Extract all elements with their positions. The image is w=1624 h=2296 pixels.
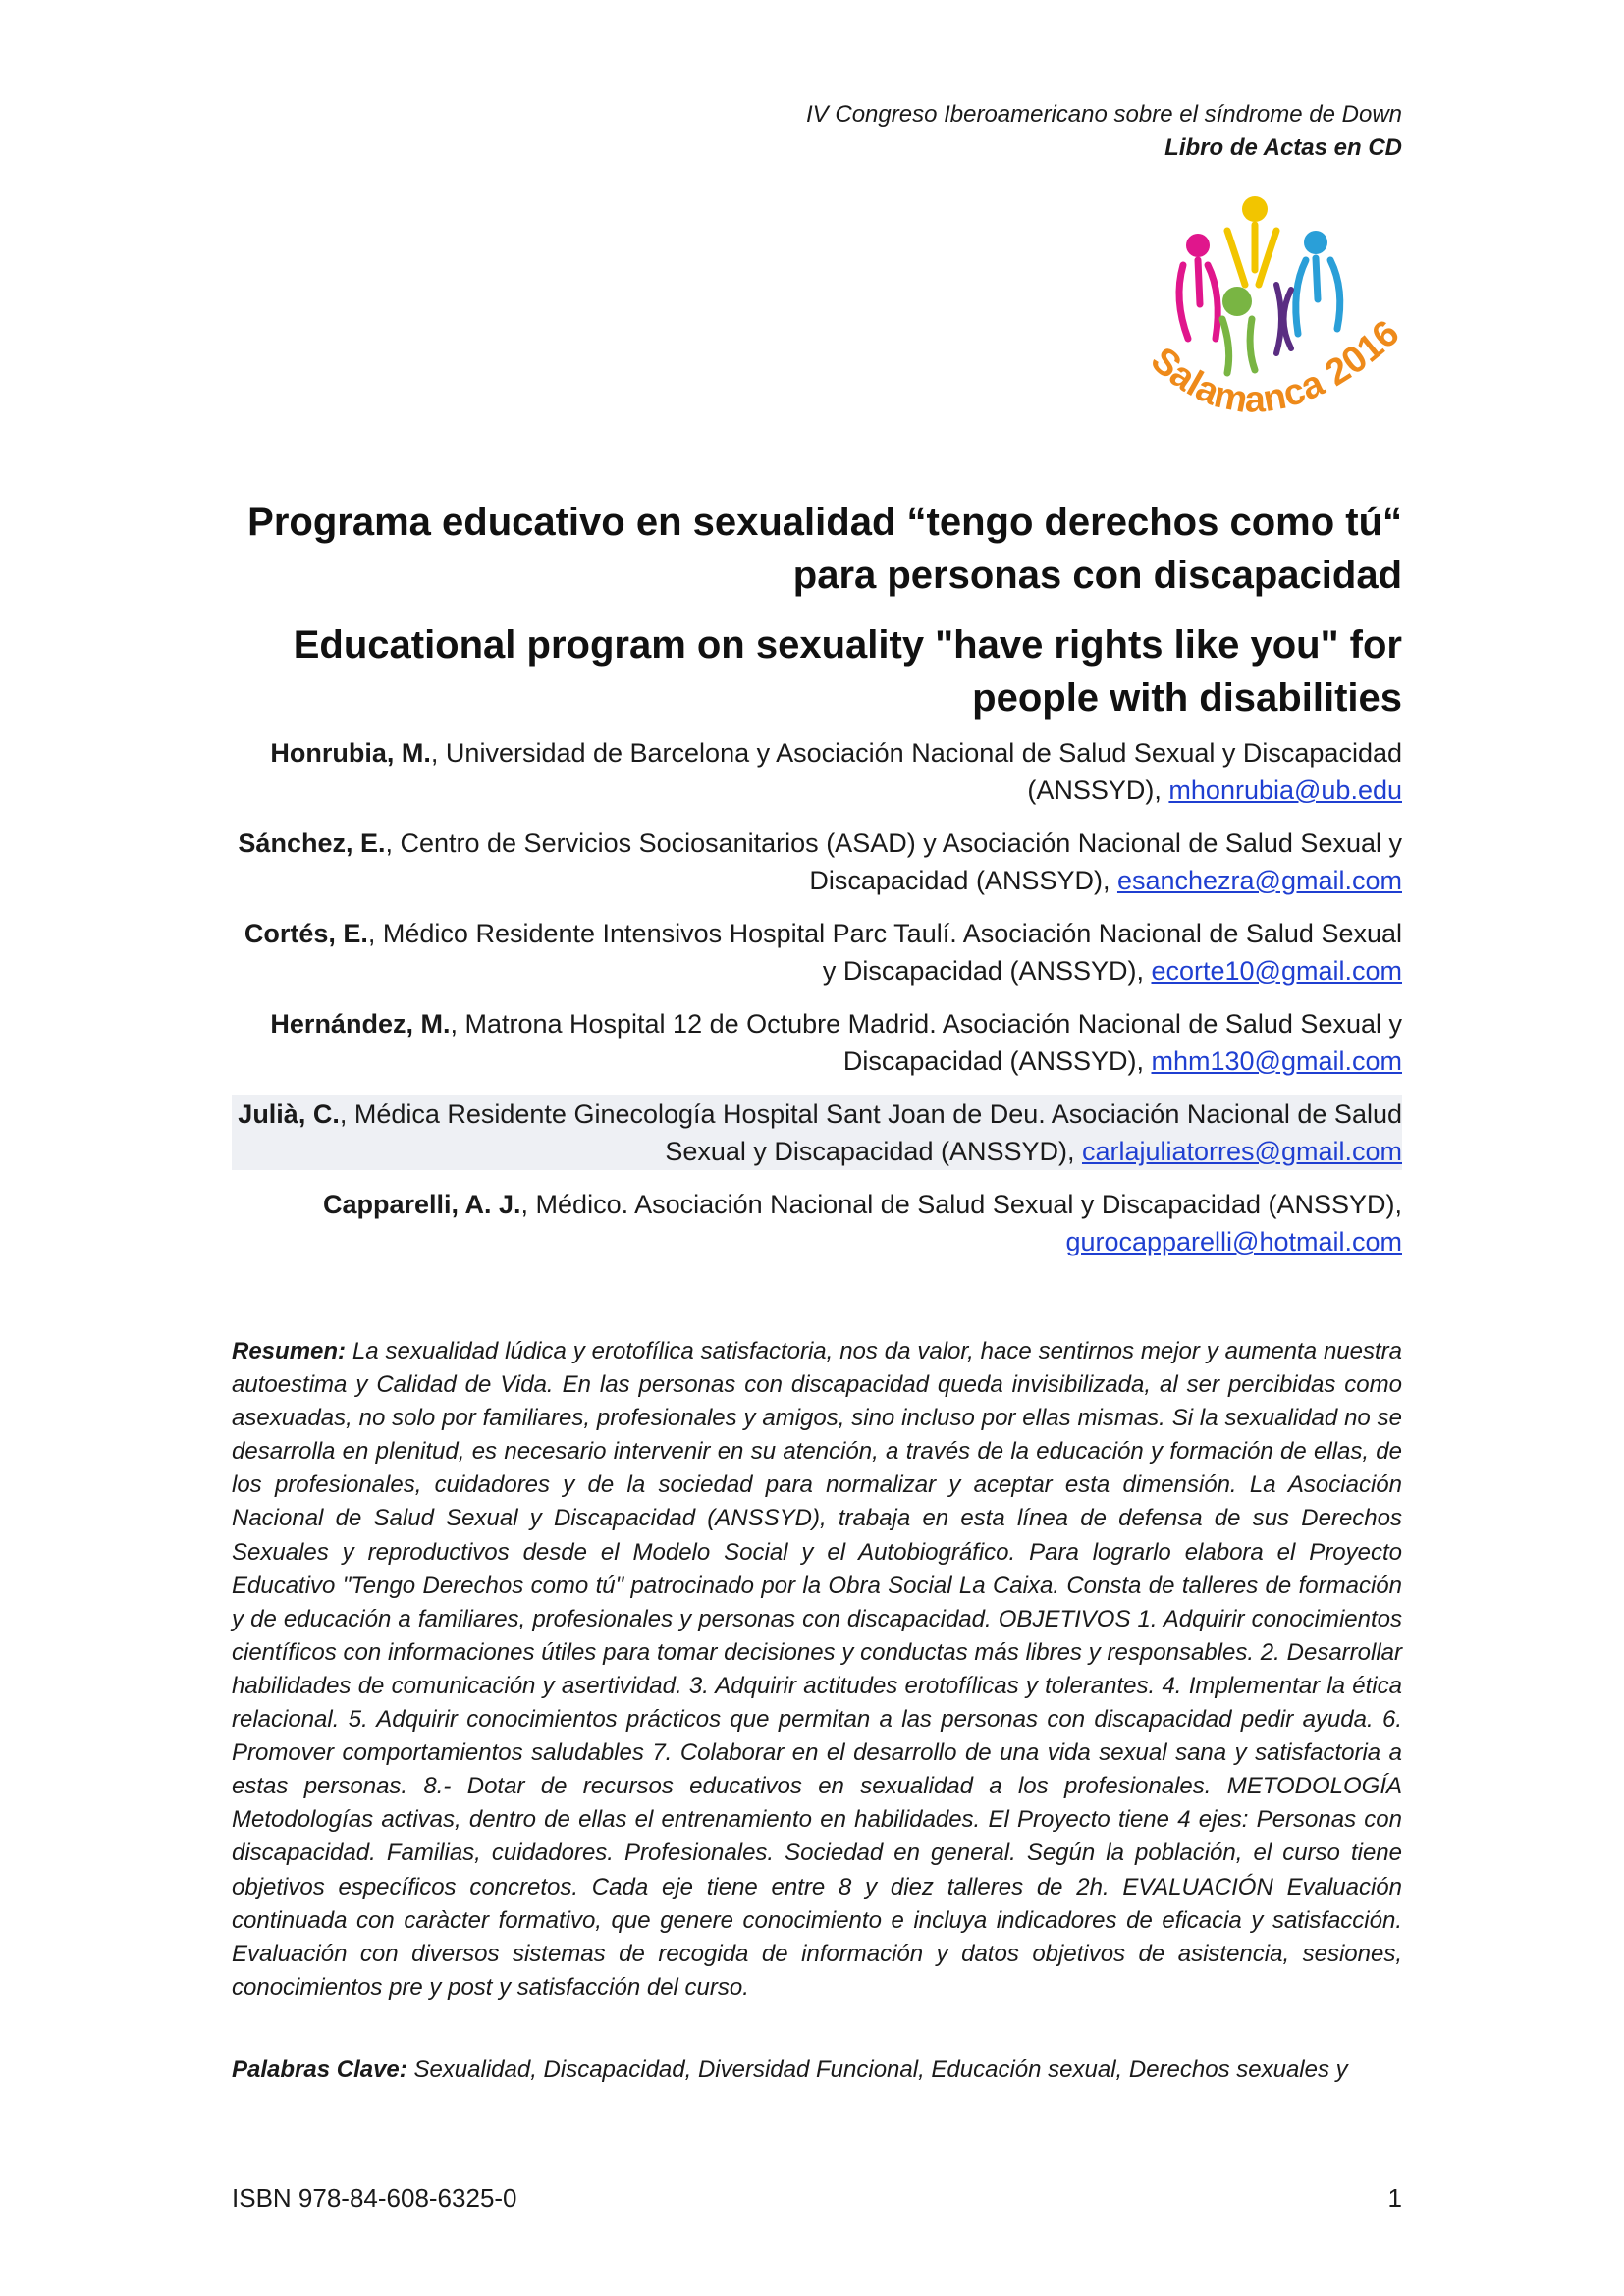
running-header bbox=[806, 98, 1402, 165]
author-entry bbox=[232, 915, 1402, 989]
header-congress: IV Congreso Iberoamericano sobre el síndrome de Down bbox=[806, 101, 1402, 128]
abstract bbox=[232, 1335, 1402, 2004]
keywords-label: Palabras Clave: bbox=[232, 2056, 407, 2083]
author-entry-highlighted bbox=[232, 1095, 1402, 1170]
logo-text: Salamanca 2016 bbox=[1142, 312, 1408, 422]
title-block bbox=[232, 496, 1402, 724]
keywords-text: Sexualidad, Discapacidad, Diversidad Funcional, Educación sexual, Derechos sexuales y bbox=[406, 2056, 1348, 2083]
author-affiliation: , Médico. Asociación Nacional de Salud Sexual y Discapacidad (ANSSYD), bbox=[520, 1190, 1402, 1219]
author-email-link[interactable]: esanchezra@gmail.com bbox=[1116, 866, 1402, 895]
author-name: Cortés, E. bbox=[244, 919, 368, 948]
author-name: Capparelli, A. J. bbox=[322, 1190, 521, 1219]
author-email-link[interactable]: mhm130@gmail.com bbox=[1151, 1046, 1402, 1076]
author-entry bbox=[232, 1186, 1402, 1260]
author-name: Sánchez, E. bbox=[238, 828, 386, 858]
author-affiliation: , Universidad de Barcelona y Asociación Nacional de Salud Sexual y Discapacidad (ANSSYD), bbox=[430, 738, 1402, 805]
author-email-link[interactable]: mhonrubia@ub.edu bbox=[1168, 775, 1402, 805]
author-affiliation: , Centro de Servicios Sociosanitarios (ASAD) y Asociación Nacional de Salud Sexual y Discapacidad (ANSSYD), bbox=[385, 828, 1402, 895]
salamanca-2016-logo bbox=[1129, 191, 1414, 466]
title-english: Educational program on sexuality "have rights like you" for people with disabilities bbox=[293, 623, 1402, 720]
author-affiliation: , Matrona Hospital 12 de Octubre Madrid. Asociación Nacional de Salud Sexual y Discapacidad (ANSSYD), bbox=[450, 1009, 1402, 1076]
abstract-label: Resumen: bbox=[232, 1338, 347, 1364]
title-spanish: Programa educativo en sexualidad “tengo derechos como tú“ para personas con discapacidad bbox=[247, 501, 1402, 597]
page-number: 1 bbox=[1387, 2183, 1402, 2213]
author-entry bbox=[232, 825, 1402, 899]
author-entry bbox=[232, 734, 1402, 809]
author-list bbox=[232, 734, 1402, 1276]
header-book: Libro de Actas en CD bbox=[1164, 134, 1402, 161]
author-name: Julià, C. bbox=[238, 1099, 340, 1129]
abstract-text: La sexualidad lúdica y erotofílica satisfactoria, nos da valor, hace sentirnos mejor y aumenta nuestra autoestima y Calidad de Vida. En las personas con discapacidad queda invisibilizada, al ser percibidas como asexuadas, no solo por familiares, profesionales y amigos, sino incluso por ellas mismas. Si la sexualidad no se desarrolla en plenitud, es necesario intervenir en su atención, a través de la educación y formación de ellas, de los profesionales, cuidadores y de la sociedad para normalizar y aceptar esta dimensión. La Asociación Nacional de Salud Sexual y Discapacidad (ANSSYD), trabaja en esta línea de defensa de sus Derechos Sexuales y reproductivos desde el Modelo Social y el Autobiográfico. Para lograrlo elabora el Proyecto Educativo "Tengo Derechos como tú" patrocinado por la Obra Social La Caixa. Consta de talleres de formación y de educación a familiares, profesionales y personas con discapacidad. OBJETIVOS 1. Adquirir conocimientos científicos con informaciones útiles para tomar decisiones y conductas más libres y responsables. 2. Desarrollar habilidades de comunicación y asertividad. 3. Adquirir actitudes erotofílicas y tolerantes. 4. Implementar la ética relacional. 5. Adquirir conocimientos prácticos que permitan a las personas con discapacidad pedir ayuda. 6. Promover comportamientos saludables 7. Colaborar en el desarrollo de una vida sexual sana y satisfactoria a estas personas. 8.- Dotar de recursos educativos en sexualidad a los profesionales. METODOLOGÍA Metodologías activas, dentro de ellas el entrenamiento en habilidades. El Proyecto tiene 4 ejes: Personas con discapacidad. Familias, cuidadores. Profesionales. Sociedad en general. Según la población, el curso tiene objetivos específicos concretos. Cada eje tiene entre 8 y diez talleres de 2h. EVALUACIÓN Evaluación continuada con caràcter formativo, que genere conocimiento e incluya indicadores de eficacia y satisfacción. Evaluación con diversos sistemas de recogida de información y datos objetivos de asistencia, sesiones, conocimientos pre y post y satisfacción del curso. bbox=[232, 1338, 1402, 2001]
author-name: Honrubia, M. bbox=[270, 738, 431, 768]
author-name: Hernández, M. bbox=[270, 1009, 451, 1039]
author-affiliation: , Médica Residente Ginecología Hospital Sant Joan de Deu. Asociación Nacional de Salud Sexual y Discapacidad (ANSSYD), bbox=[339, 1099, 1402, 1166]
author-affiliation: , Médico Residente Intensivos Hospital Parc Taulí. Asociación Nacional de Salud Sexual y Discapacidad (ANSSYD), bbox=[367, 919, 1402, 986]
author-email-link[interactable]: gurocapparelli@hotmail.com bbox=[1065, 1227, 1402, 1256]
isbn: ISBN 978-84-608-6325-0 bbox=[232, 2183, 517, 2213]
author-email-link[interactable]: carlajuliatorres@gmail.com bbox=[1081, 1137, 1402, 1166]
keywords bbox=[232, 2054, 1402, 2087]
author-email-link[interactable]: ecorte10@gmail.com bbox=[1151, 956, 1402, 986]
author-entry bbox=[232, 1005, 1402, 1080]
